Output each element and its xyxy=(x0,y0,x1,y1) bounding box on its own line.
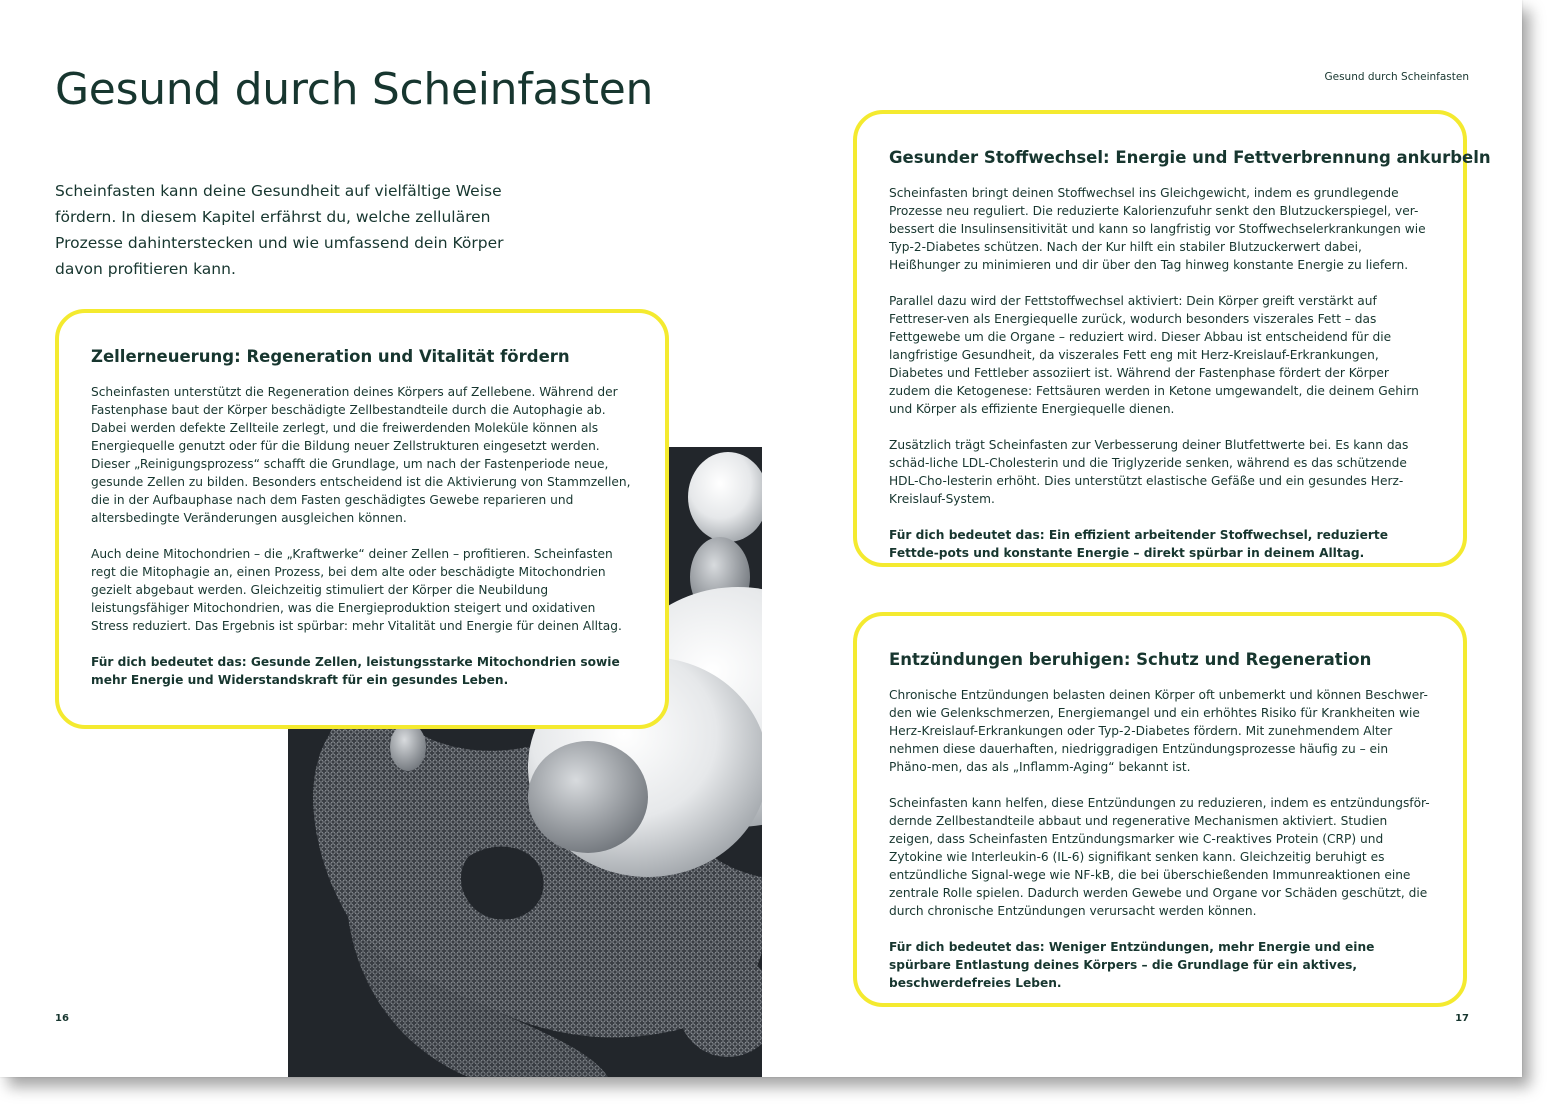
card-inflammation xyxy=(853,612,1467,1007)
running-head: Gesund durch Scheinfasten xyxy=(1324,71,1469,83)
card-paragraph: Scheinfasten unterstützt die Regeneration deines Körpers auf Zellebene. Während der Fastenphase baut der Körper beschädigte Zellbestandteile durch die Autophagie ab. Dabei werden defekte Zellteile zerlegt, und die freiwerdenden Moleküle können als Energiequelle genutzt oder für die Bildung neuer Zellstrukturen eingesetzt werden. Dieser „Reinigungsprozess“ schafft die Grundlage, um nach der Fastenperiode neue, gesunde Zellen zu bilden. Besonders entscheidend ist die Aktivierung von Stammzellen, die in der Aufbauphase nach dem Fasten geschädigtes Gewebe reparieren und altersbedingte Veränderungen ausgleichen können. xyxy=(91,385,631,525)
card-paragraph: Auch deine Mitochondrien – die „Kraftwerke“ deiner Zellen – profitieren. Scheinfasten regt die Mitophagie an, einen Prozess, bei dem alte oder beschädigte Mitochondrien gezielt abgebaut werden. Gleichzeitig stimuliert der Körper die Neubildung leistungsfähiger Mitochondrien, was die Energieproduktion steigert und oxidativen Stress reduziert. Das Ergebnis ist spürbar: mehr Vitalität und Energie für deinen Alltag. xyxy=(91,547,622,633)
card-paragraph: Scheinfasten kann helfen, diese Entzündungen zu reduzieren, indem es entzündungsför-dernde Zellbestandteile abbaut und regenerative Mechanismen aktiviert. Studien zeigen, dass Scheinfasten Entzündungsmarker wie C-reaktives Protein (CRP) und Zytokine wie Interleukin-6 (IL-6) signifikant senken kann. Gleichzeitig beruhigt es entzündliche Signal-wege wie NF-kB, die bei überschießenden Immunreaktionen eine zentrale Rolle spielen. Dadurch werden Gewebe und Organe vor Schäden geschützt, die durch chronische Entzündungen verursacht werden können. xyxy=(889,796,1430,918)
intro-text: Scheinfasten kann deine Gesundheit auf vielfältige Weise fördern. In diesem Kapitel erfährst du, welche zellulären Prozesse dahinterstecken und wie umfassend dein Körper davon profitieren kann. xyxy=(55,182,504,278)
card-heading: Gesunder Stoffwechsel: Energie und Fettverbrennung ankurbeln xyxy=(889,148,1491,167)
page-title: Gesund durch Scheinfasten xyxy=(55,64,654,115)
card-cell-renewal xyxy=(55,309,669,729)
card-heading: Zellerneuerung: Regeneration und Vitalität fördern xyxy=(91,347,570,366)
page-number-left: 16 xyxy=(55,1013,69,1024)
card-summary: Für dich bedeutet das: Ein effizient arbeitender Stoffwechsel, reduzierte Fettde-pots und konstante Energie – direkt spürbar in deinem Alltag. xyxy=(889,528,1388,560)
card-paragraph: Zusätzlich trägt Scheinfasten zur Verbesserung deiner Blutfettwerte bei. Es kann das schäd-liche LDL-Cholesterin und die Triglyzeride senken, während es das schützende HDL-Cho-lesterin erhöht. Dies unterstützt elastische Gefäße und ein gesundes Herz-Kreislauf-System. xyxy=(889,438,1409,506)
card-summary: Für dich bedeutet das: Gesunde Zellen, leistungsstarke Mitochondrien sowie mehr Energie und Widerstandskraft für ein gesundes Leben. xyxy=(91,655,620,687)
card-paragraph: Chronische Entzündungen belasten deinen Körper oft unbemerkt und können Beschwer-den wie Gelenkschmerzen, Energiemangel und ein erhöhtes Risiko für Krankheiten wie Herz-Kreislauf-Erkrankungen oder Typ-2-Diabetes fördern. Mit zunehmendem Alter nehmen diese dauerhaften, niedriggradigen Entzündungsprozesse häufig zu – ein Phäno-men, das als „Inflamm-Aging“ bekannt ist. xyxy=(889,688,1428,774)
card-summary: Für dich bedeutet das: Weniger Entzündungen, mehr Energie und eine spürbare Entlastung deines Körpers – die Grundlage für ein aktives, beschwerdefreies Leben. xyxy=(889,940,1375,990)
card-paragraph: Parallel dazu wird der Fettstoffwechsel aktiviert: Dein Körper greift verstärkt auf Fettreser-ven als Energiequelle zurück, wodurch besonders viszerales Fett – das Fettgewebe um die Organe – reduziert wird. Dieser Abbau ist entscheidend für die langfristige Gesundheit, da viszerales Fett eng mit Herz-Kreislauf-Erkrankungen, Diabetes und Fettleber assoziiert ist. Während der Fastenphase fördert der Körper zudem die Ketogenese: Fettsäuren werden in Ketone umgewandelt, die deinem Gehirn und Körper als effiziente Energiequelle dienen. xyxy=(889,294,1419,416)
card-metabolism xyxy=(853,110,1491,567)
page-number-right: 17 xyxy=(1455,1013,1469,1024)
card-paragraph: Scheinfasten bringt deinen Stoffwechsel ins Gleichgewicht, indem es grundlegende Prozesse neu reguliert. Die reduzierte Kalorienzufuhr senkt den Blutzuckerspiegel, ver-bessert die Insulinsensitivität und kann so langfristig vor Stoffwechselerkrankungen wie Typ-2-Diabetes schützen. Nach der Kur hilft ein stabiler Blutzuckerwert dabei, Heißhunger zu minimieren und dir über den Tag hinweg konstante Energie zu liefern. xyxy=(889,186,1426,272)
card-heading: Entzündungen beruhigen: Schutz und Regeneration xyxy=(889,650,1372,669)
